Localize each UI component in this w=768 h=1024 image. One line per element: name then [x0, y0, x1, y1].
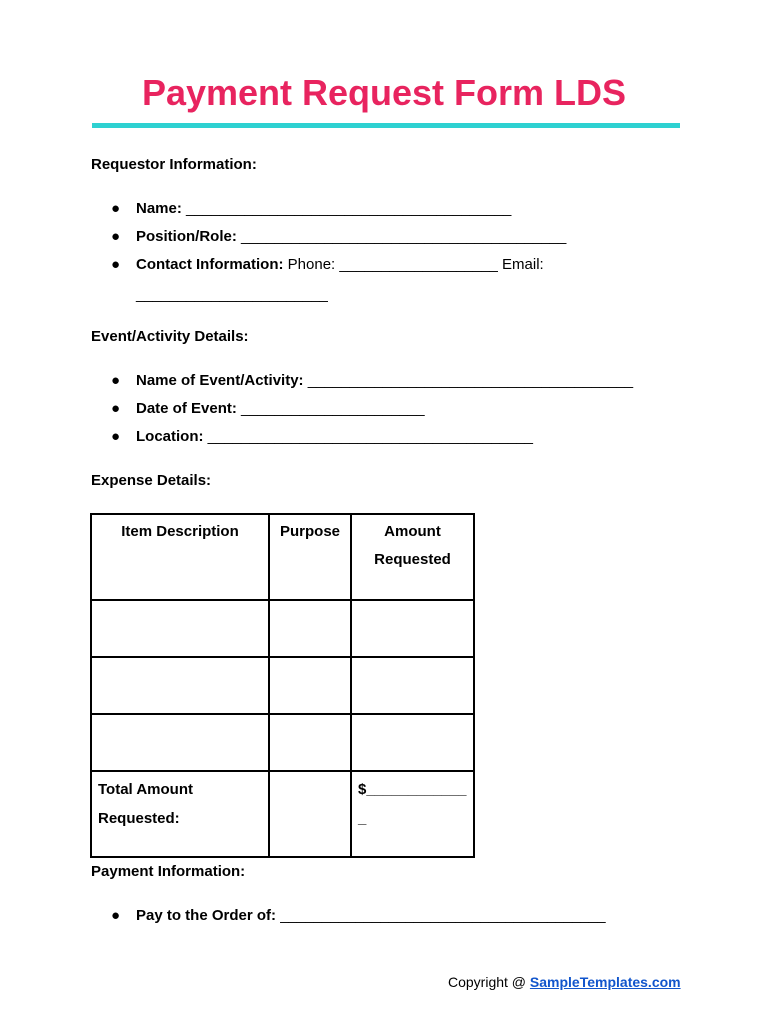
total-amount-label: Total Amount Requested:: [91, 771, 269, 857]
event-location-field[interactable]: _______________________________________: [207, 428, 534, 445]
contact-email-field[interactable]: _______________________: [136, 286, 328, 303]
event-date-label: Date of Event:: [136, 400, 237, 417]
contact-phone-email-field[interactable]: Phone: ___________________ Email:: [287, 256, 544, 273]
bullet-icon: ●: [111, 200, 121, 217]
expense-heading: Expense Details:: [91, 472, 212, 489]
total-purpose-cell: [269, 771, 351, 857]
bullet-icon: ●: [111, 428, 121, 445]
table-row: [91, 714, 474, 771]
footer-copyright: [448, 974, 681, 991]
contact-label: Contact Information:: [136, 256, 284, 273]
purpose-cell[interactable]: [269, 714, 351, 771]
item-description-cell[interactable]: [91, 600, 269, 657]
event-name-label: Name of Event/Activity:: [136, 372, 304, 389]
requestor-heading: Requestor Information:: [91, 156, 257, 173]
event-date-field[interactable]: ______________________: [241, 400, 425, 417]
purpose-cell[interactable]: [269, 600, 351, 657]
pay-to-order-item: [111, 907, 606, 925]
title-underline-rule: [92, 123, 680, 128]
bullet-icon: ●: [111, 907, 121, 924]
position-field[interactable]: _______________________________________: [241, 228, 567, 245]
copyright-text: Copyright @: [448, 974, 527, 990]
name-label: Name:: [136, 200, 182, 217]
event-location-label: Location:: [136, 428, 204, 445]
requestor-name-item: [111, 200, 511, 218]
column-header-item-description: Item Description: [91, 514, 269, 600]
event-name-field[interactable]: _______________________________________: [307, 372, 634, 389]
name-field[interactable]: _______________________________________: [186, 200, 512, 217]
item-description-cell[interactable]: [91, 657, 269, 714]
bullet-icon: ●: [111, 400, 121, 417]
table-row: [91, 600, 474, 657]
amount-cell[interactable]: [351, 714, 474, 771]
requestor-position-item: [111, 228, 566, 246]
purpose-cell[interactable]: [269, 657, 351, 714]
pay-to-order-label: Pay to the Order of:: [136, 907, 277, 924]
table-total-row: [91, 771, 474, 857]
table-header-row: [91, 514, 474, 600]
requestor-contact-item: [111, 256, 544, 274]
event-location-item: [111, 428, 533, 446]
sampletemplates-link[interactable]: SampleTemplates.com: [529, 974, 681, 990]
position-label: Position/Role:: [136, 228, 237, 245]
amount-cell[interactable]: [351, 657, 474, 714]
item-description-cell[interactable]: [91, 714, 269, 771]
table-row: [91, 657, 474, 714]
amount-cell[interactable]: [351, 600, 474, 657]
bullet-icon: ●: [111, 372, 121, 389]
expense-table: [90, 513, 475, 858]
total-amount-field[interactable]: $____________ _: [351, 771, 474, 857]
page-title: Payment Request Form LDS: [141, 72, 627, 113]
event-name-item: [111, 372, 633, 390]
event-heading: Event/Activity Details:: [91, 328, 249, 345]
bullet-icon: ●: [111, 228, 121, 245]
column-header-purpose: Purpose: [269, 514, 351, 600]
column-header-amount-requested: Amount Requested: [351, 514, 474, 600]
pay-to-order-field[interactable]: _______________________________________: [280, 907, 606, 924]
bullet-icon: ●: [111, 256, 121, 273]
event-date-item: [111, 400, 425, 418]
payment-heading: Payment Information:: [91, 863, 246, 880]
